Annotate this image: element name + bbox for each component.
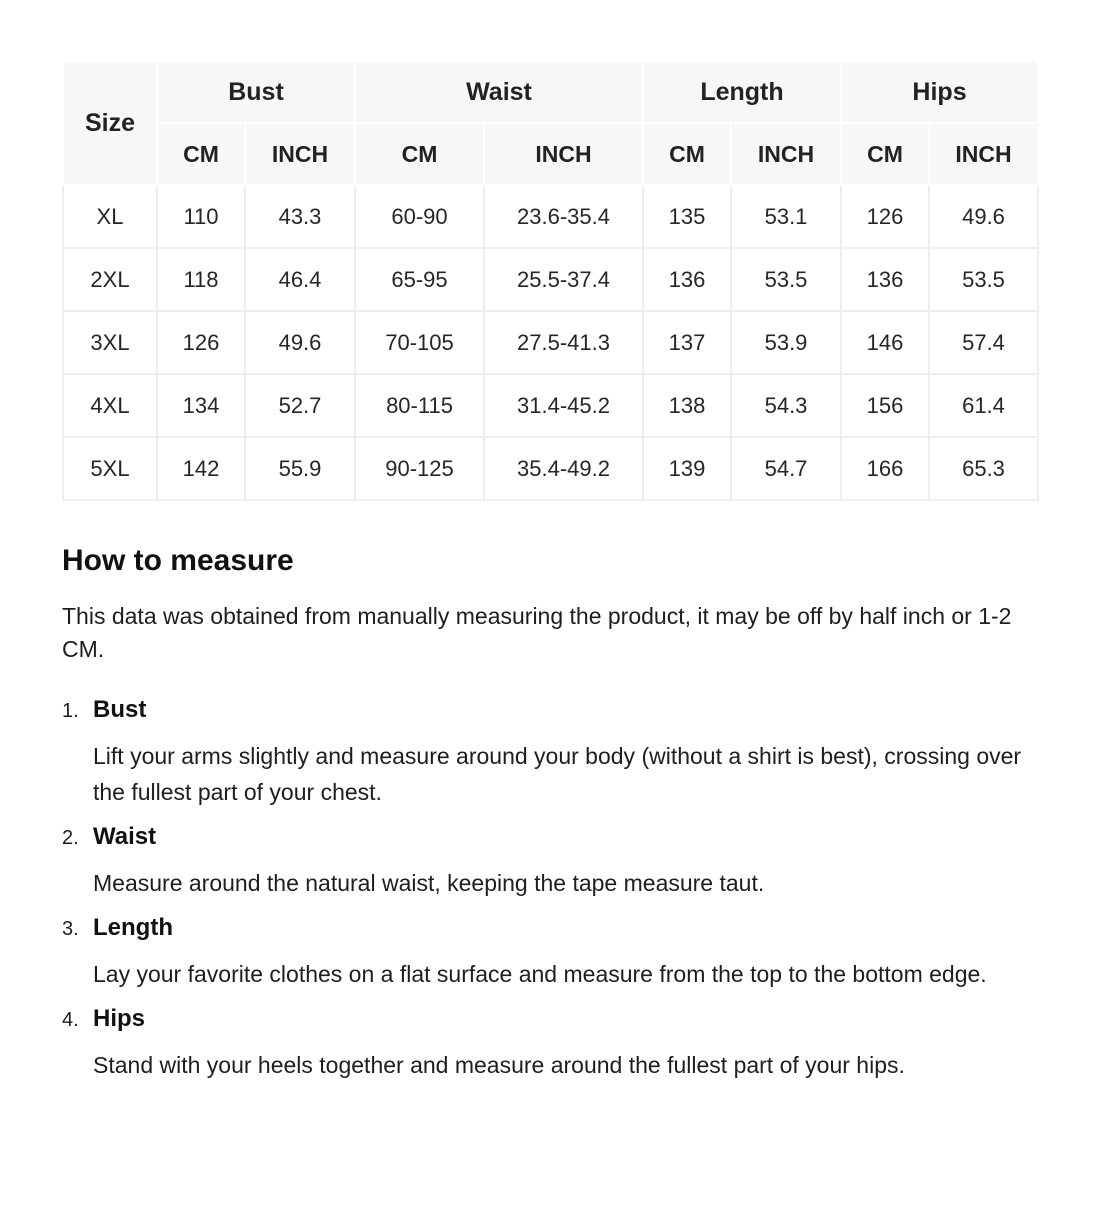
hips-inch-header: INCH [929, 123, 1038, 185]
measure-steps-list [62, 696, 1038, 1083]
waist-cm-cell: 65-95 [355, 248, 484, 311]
step-description: Stand with your heels together and measure around the fullest part of your hips. [93, 1052, 905, 1078]
step-term: Bust [93, 696, 147, 723]
step-term-row [62, 914, 1038, 942]
measure-step-waist [62, 823, 1038, 901]
size-cell: XL [63, 185, 157, 248]
bust-cm-cell: 110 [157, 185, 245, 248]
hips-cm-cell: 136 [841, 248, 929, 311]
length-inch-cell: 53.5 [731, 248, 841, 311]
waist-cm-cell: 90-125 [355, 437, 484, 500]
length-cm-cell: 136 [643, 248, 731, 311]
waist-cm-cell: 80-115 [355, 374, 484, 437]
step-term-row [62, 696, 1038, 724]
bust-group-header: Bust [157, 61, 355, 123]
bust-inch-cell: 52.7 [245, 374, 355, 437]
hips-inch-cell: 57.4 [929, 311, 1038, 374]
step-term-row [62, 823, 1038, 851]
size-chart-table [62, 60, 1039, 501]
hips-inch-cell: 61.4 [929, 374, 1038, 437]
length-cm-cell: 135 [643, 185, 731, 248]
hips-cm-cell: 126 [841, 185, 929, 248]
measure-step-length [62, 914, 1038, 992]
step-term: Length [93, 914, 173, 941]
waist-cm-header: CM [355, 123, 484, 185]
size-cell: 3XL [63, 311, 157, 374]
length-cm-cell: 138 [643, 374, 731, 437]
measure-step-hips [62, 1005, 1038, 1083]
hips-inch-cell: 49.6 [929, 185, 1038, 248]
waist-inch-header: INCH [484, 123, 643, 185]
size-cell: 5XL [63, 437, 157, 500]
waist-cm-cell: 60-90 [355, 185, 484, 248]
size-cell: 2XL [63, 248, 157, 311]
table-group-header-row [63, 61, 1038, 123]
step-number: 2. [62, 827, 79, 849]
intro-text: This data was obtained from manually measuring the product, it may be off by half inch or 1-2 CM. [62, 603, 1012, 662]
hips-inch-cell: 53.5 [929, 248, 1038, 311]
step-description: Lift your arms slightly and measure around your body (without a shirt is best), crossing over the fullest part of your chest. [93, 743, 1022, 805]
hips-cm-header: CM [841, 123, 929, 185]
length-cm-header: CM [643, 123, 731, 185]
table-row [63, 248, 1038, 311]
bust-inch-header: INCH [245, 123, 355, 185]
waist-inch-cell: 35.4-49.2 [484, 437, 643, 500]
waist-inch-cell: 23.6-35.4 [484, 185, 643, 248]
length-inch-header: INCH [731, 123, 841, 185]
hips-group-header: Hips [841, 61, 1038, 123]
length-inch-cell: 54.7 [731, 437, 841, 500]
waist-group-header: Waist [355, 61, 643, 123]
step-term: Hips [93, 1005, 146, 1032]
length-inch-cell: 53.9 [731, 311, 841, 374]
bust-inch-cell: 43.3 [245, 185, 355, 248]
bust-inch-cell: 49.6 [245, 311, 355, 374]
bust-cm-cell: 126 [157, 311, 245, 374]
waist-inch-cell: 27.5-41.3 [484, 311, 643, 374]
length-inch-cell: 53.1 [731, 185, 841, 248]
section-title: How to measure [62, 544, 294, 577]
hips-inch-cell: 65.3 [929, 437, 1038, 500]
bust-cm-cell: 134 [157, 374, 245, 437]
bust-cm-cell: 118 [157, 248, 245, 311]
length-inch-cell: 54.3 [731, 374, 841, 437]
length-cm-cell: 139 [643, 437, 731, 500]
size-cell: 4XL [63, 374, 157, 437]
step-term: Waist [93, 823, 157, 850]
waist-cm-cell: 70-105 [355, 311, 484, 374]
hips-cm-cell: 156 [841, 374, 929, 437]
size-column-header: Size [63, 61, 157, 185]
step-number: 4. [62, 1009, 79, 1031]
bust-cm-header: CM [157, 123, 245, 185]
step-number: 1. [62, 700, 79, 722]
step-term-row [62, 1005, 1038, 1033]
table-row [63, 374, 1038, 437]
how-to-measure-section [0, 544, 1100, 1083]
measure-step-bust [62, 696, 1038, 810]
hips-cm-cell: 146 [841, 311, 929, 374]
step-number: 3. [62, 918, 79, 940]
table-row [63, 437, 1038, 500]
bust-inch-cell: 46.4 [245, 248, 355, 311]
waist-inch-cell: 25.5-37.4 [484, 248, 643, 311]
waist-inch-cell: 31.4-45.2 [484, 374, 643, 437]
bust-cm-cell: 142 [157, 437, 245, 500]
table-unit-header-row [63, 123, 1038, 185]
length-group-header: Length [643, 61, 841, 123]
table-row [63, 311, 1038, 374]
table-row [63, 185, 1038, 248]
hips-cm-cell: 166 [841, 437, 929, 500]
step-description: Measure around the natural waist, keeping the tape measure taut. [93, 870, 765, 896]
bust-inch-cell: 55.9 [245, 437, 355, 500]
step-description: Lay your favorite clothes on a flat surface and measure from the top to the bottom edge. [93, 961, 987, 987]
size-chart-wrapper [0, 60, 1100, 501]
length-cm-cell: 137 [643, 311, 731, 374]
